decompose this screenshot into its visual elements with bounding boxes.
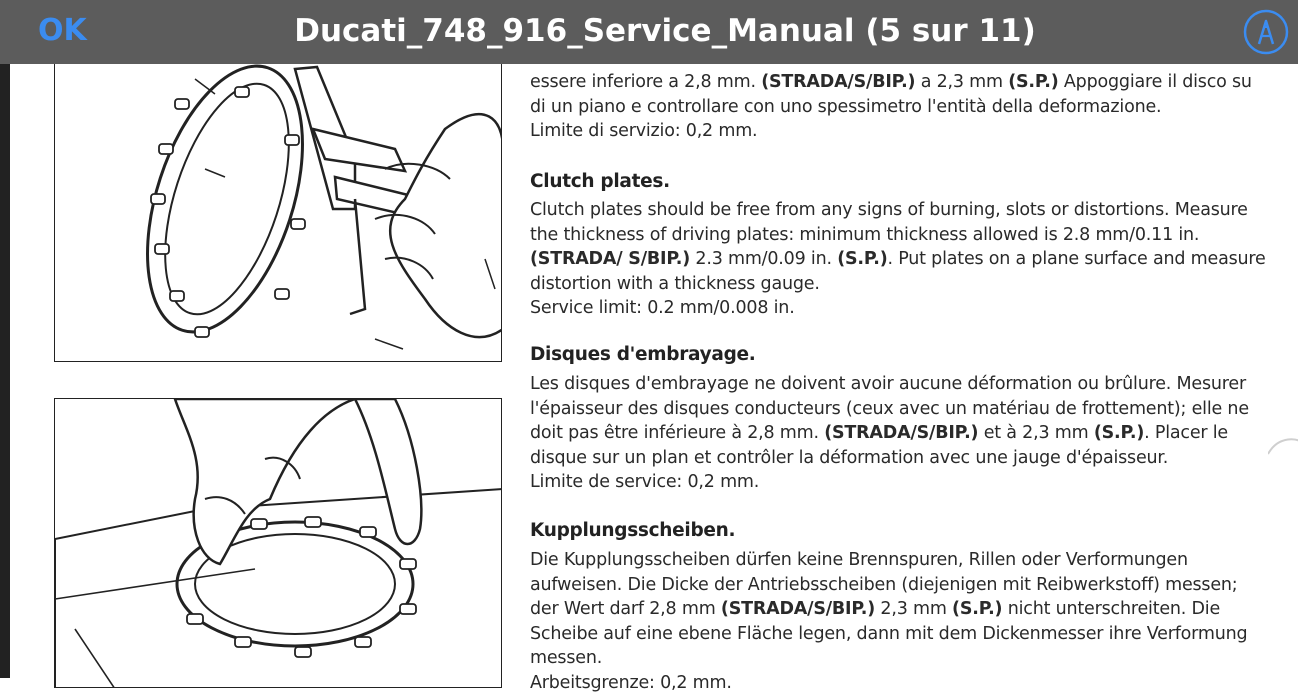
english-text: . Put plates on a plane surface and measure distortion with a thickness gauge. bbox=[530, 249, 1266, 294]
window-edge bbox=[0, 64, 10, 678]
markup-pen-icon[interactable] bbox=[1242, 8, 1290, 56]
french-service-limit: Limite de service: 0,2 mm. bbox=[530, 470, 1270, 495]
italian-text: essere inferiore a 2,8 mm. bbox=[530, 72, 761, 92]
italian-bold-model: (S.P.) bbox=[1008, 72, 1058, 92]
french-text: et à 2,3 mm bbox=[978, 423, 1094, 443]
french-bold-model: (S.P.) bbox=[1094, 423, 1144, 443]
italian-paragraph bbox=[530, 70, 1270, 144]
document-title: Ducati_748_916_Service_Manual (5 sur 11) bbox=[200, 12, 1130, 50]
english-text: 2.3 mm/0.09 in. bbox=[690, 249, 837, 269]
german-bold-model: (S.P.) bbox=[952, 599, 1002, 619]
caliper-measurement-illustration bbox=[54, 58, 502, 362]
german-text: nicht unterschreiten. Die Scheibe auf eine ebene Fläche legen, dann mit dem Dickenmesser ihre Verformung messen. bbox=[530, 599, 1247, 668]
italian-bold-model: (STRADA/S/BIP.) bbox=[761, 72, 915, 92]
italian-service-limit: Limite di servizio: 0,2 mm. bbox=[530, 119, 1270, 144]
english-paragraph bbox=[530, 198, 1270, 321]
french-paragraph bbox=[530, 372, 1270, 495]
viewer-toolbar bbox=[0, 0, 1298, 64]
english-text: Clutch plates should be free from any signs of burning, slots or distortions. Measure the thickness of driving plates: minimum thickness allowed is 2.8 mm/0.11 in. bbox=[530, 200, 1248, 245]
italian-line-1 bbox=[530, 70, 1270, 95]
french-bold-model: (STRADA/S/BIP.) bbox=[824, 423, 978, 443]
english-service-limit: Service limit: 0.2 mm/0.008 in. bbox=[530, 296, 1270, 321]
french-text: . Placer le disque sur un plan et contrôler la déformation avec une jauge d'épaisseur. bbox=[530, 423, 1228, 468]
german-heading: Kupplungsscheiben. bbox=[530, 520, 735, 541]
ok-button[interactable]: OK bbox=[38, 12, 87, 50]
german-text: 2,3 mm bbox=[875, 599, 952, 619]
french-text: Les disques d'embrayage ne doivent avoir aucune déformation ou brûlure. Mesurer l'épaisseur des disques conducteurs (ceux avec un matériau de frottement); elle ne doit pas être inférieure à 2,8 mm. bbox=[530, 374, 1249, 443]
manual-page[interactable] bbox=[10, 64, 1298, 678]
german-bold-model: (STRADA/S/BIP.) bbox=[721, 599, 875, 619]
english-heading: Clutch plates. bbox=[530, 171, 670, 192]
italian-text: a 2,3 mm bbox=[915, 72, 1008, 92]
english-bold-model: (STRADA/ S/BIP.) bbox=[530, 249, 690, 269]
plate-handling-illustration bbox=[54, 398, 502, 688]
italian-line-2: di un piano e controllare con uno spessimetro l'entità della deformazione. bbox=[530, 95, 1270, 120]
german-paragraph bbox=[530, 548, 1270, 695]
german-text: Die Kupplungsscheiben dürfen keine Brennspuren, Rillen oder Verformungen aufweisen. Die Dicke der Antriebsscheiben (diejenigen mit Reibwerkstoff) messen; der Wert darf 2,8 mm bbox=[530, 550, 1238, 619]
page-edge-handle[interactable] bbox=[1268, 434, 1298, 456]
french-heading: Disques d'embrayage. bbox=[530, 344, 756, 365]
italian-text: Appoggiare il disco su bbox=[1059, 72, 1252, 92]
english-bold-model: (S.P.) bbox=[837, 249, 887, 269]
german-service-limit: Arbeitsgrenze: 0,2 mm. bbox=[530, 671, 1270, 695]
